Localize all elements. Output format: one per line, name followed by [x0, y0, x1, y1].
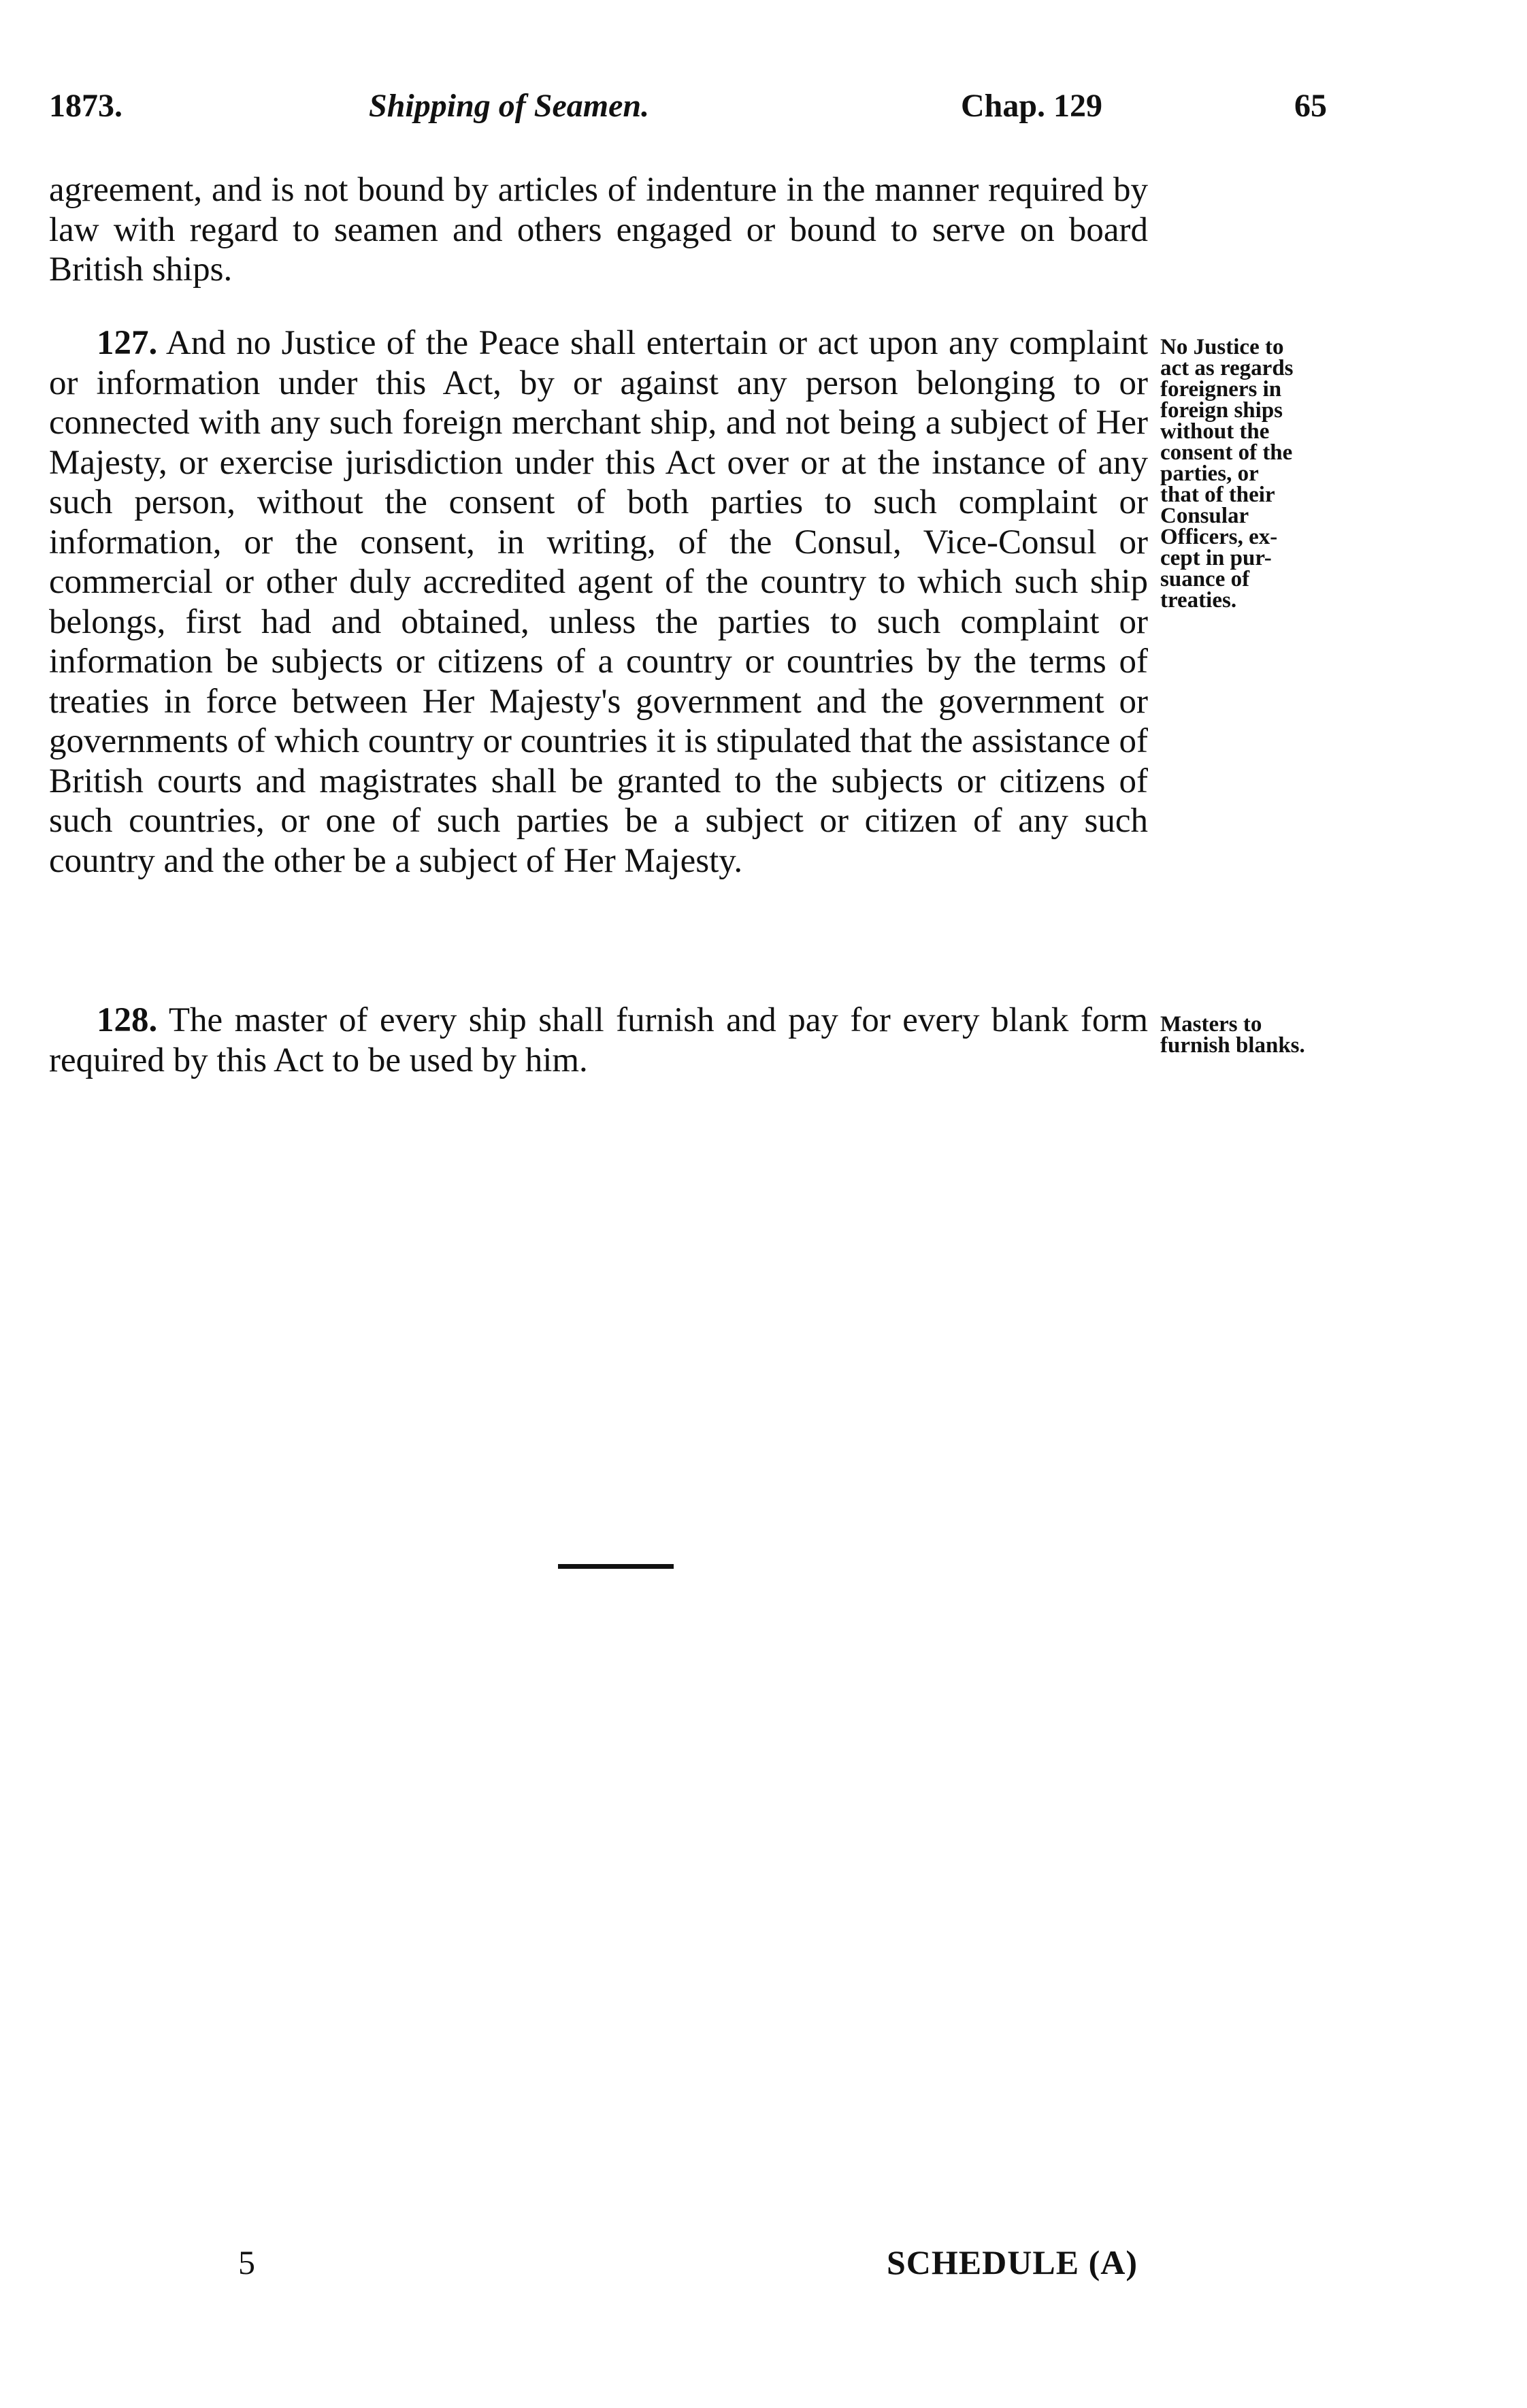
continuation-paragraph — [49, 170, 1148, 290]
section-divider-rule — [558, 1564, 674, 1569]
section-127-margin-note: No Justice to act as regards foreigners in foreign ships without the consent of the parties, or that of their Consular Officers, ex- cept in pur- suance of treaties. — [1160, 335, 1294, 613]
header-title: Shipping of Seamen. — [369, 88, 650, 124]
section-127 — [49, 323, 1148, 881]
continuation-text: agreement, and is not bound by articles of indenture in the manner required by law with regard to seamen and others engaged or bound to serve on board British ships. — [49, 171, 1148, 289]
section-127-text: And no Justice of the Peace shall entertain or act upon any complaint or information under this Act, by or against any person belonging to or connected with any such foreign merchant ship, and not being a subject of Her Majesty, or exercise jurisdiction under this Act over or at the instance of any such person, without the consent of both parties to such complaint or information, or the consent, in writing, of the Consul, Vice-Consul or commercial or other duly accredited agent of the country to which such ship belongs, first had and obtained, unless the parties to such complaint or information be subjects or citizens of a country or countries by the terms of treaties in force between Her Majesty's government and the government or governments of which country or countries it is stipulated that the assistance of British courts and magistrates shall be granted to the subjects or citizens of such countries, or one of such parties be a subject or citizen of any such country and the other be a subject of Her Majesty. — [49, 324, 1148, 880]
catchword: SCHEDULE (A) — [887, 2243, 1138, 2281]
section-128 — [49, 1000, 1148, 1080]
section-128-text: The master of every ship shall furnish and pay for every blank form required by this Act to be used by him. — [49, 1001, 1148, 1079]
header-year: 1873. — [49, 88, 122, 124]
section-127-number: 127. — [97, 324, 158, 362]
section-128-margin-note: Masters to furnish blanks. — [1160, 1012, 1305, 1058]
signature-mark: 5 — [238, 2243, 255, 2281]
running-header — [49, 87, 1342, 135]
header-page-number: 65 — [1294, 88, 1327, 124]
header-chapter: Chap. 129 — [961, 88, 1103, 124]
section-128-number: 128. — [97, 1001, 158, 1039]
